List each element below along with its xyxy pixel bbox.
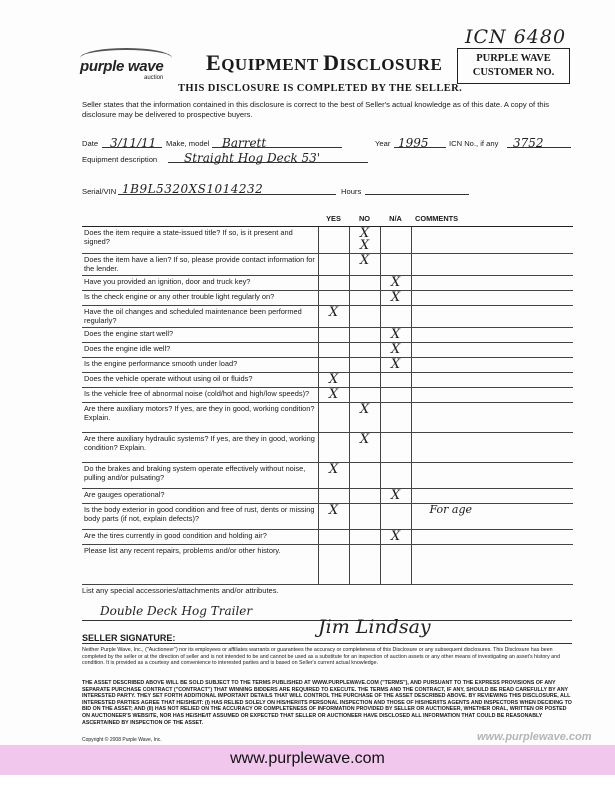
yes-mark — [318, 253, 349, 275]
icn-field — [507, 134, 571, 148]
yes-mark — [318, 327, 349, 342]
question-text: Is the engine performance smooth under load? — [82, 357, 318, 372]
no-mark — [349, 342, 380, 357]
make-value: Barrett — [222, 136, 267, 150]
question-text: Is the check engine or any other trouble light regularly on? — [82, 290, 318, 305]
na-mark: X — [380, 342, 411, 357]
year-label: Year — [375, 139, 391, 148]
na-mark: X — [380, 327, 411, 342]
yes-mark — [318, 357, 349, 372]
comment-text — [411, 327, 573, 342]
question-text: Does the item require a state-issued title? If so, is it present and signed? — [82, 226, 318, 253]
no-mark — [349, 357, 380, 372]
no-mark — [349, 544, 380, 584]
no-mark — [349, 290, 380, 305]
logo-subtext: auction — [144, 75, 164, 81]
comment-text — [411, 387, 573, 402]
no-mark — [349, 503, 380, 529]
na-mark — [380, 305, 411, 327]
no-mark — [349, 305, 380, 327]
comment-text: For age — [411, 503, 573, 529]
yes-mark — [318, 275, 349, 290]
date-field — [102, 134, 162, 148]
na-mark: X — [380, 529, 411, 544]
table-row — [82, 402, 573, 432]
title-rest-2: ISCLOSURE — [339, 55, 443, 74]
title-rest-1: QUIPMENT — [221, 55, 324, 74]
no-mark — [349, 275, 380, 290]
question-text: Have you provided an ignition, door and truck key? — [82, 275, 318, 290]
na-mark — [380, 372, 411, 387]
comment-text — [411, 357, 573, 372]
header-na: N/A — [380, 212, 411, 226]
header-comments: COMMENTS — [411, 212, 573, 226]
table-row — [82, 327, 573, 342]
yes-mark: X — [318, 387, 349, 402]
table-row — [82, 432, 573, 462]
na-mark — [380, 402, 411, 432]
yes-mark — [318, 226, 349, 253]
yes-mark: X — [318, 503, 349, 529]
comment-text — [411, 290, 573, 305]
na-mark: X — [380, 290, 411, 305]
table-row — [82, 387, 573, 402]
header-yes: YES — [318, 212, 349, 226]
comment-text — [411, 488, 573, 503]
table-row — [82, 253, 573, 275]
no-mark: X — [349, 432, 380, 462]
signature-line — [82, 643, 572, 644]
question-text: Please list any recent repairs, problems and/or other history. — [82, 544, 318, 584]
terms-text: THE ASSET DESCRIBED ABOVE WILL BE SOLD SUBJECT TO THE TERMS PUBLISHED AT WWW.PURPLEWAVE.COM ("TERMS"), AND PURSUANT TO THE EXPRESS PROVISIONS OF ANY SEPARATE PURCHASE CONTRACT ("CONTRACT") THAT WINNING BIDDERS ARE REQUIRED TO EXECUTE. THE TERMS AND THE CONTRACT, IF ANY, SHOULD BE READ CAREFULLY BY ANY INTERESTED PARTY. THEY SET FORTH ADDITIONAL IMPORTANT DETAILS THAT WILL CONTROL THE PURCHASE OF THE ASSET DESCRIBED ABOVE. BY REVIEWING THIS DISCLOSURE, ALL INTERESTED PARTIES AGREE THAT HE/SHE/IT: (I) HAS RELIED SOLELY ON HIS/HER/ITS PERSONAL INSPECTION AND THOSE OF HIS/HER/ITS AGENTS AND INSPECTORS WHEN DECIDING TO BID ON THE ASSET; AND (II) HAS NOT RELIED ON THE ACCURACY OR COMPLETENESS OF INFORMATION PROVIDED BY SELLER OR AUCTIONEER, WHETHER ORAL, WRITTEN OR POSTED ON AUCTIONEER'S WEBSITE, NOR HAS HE/SHE/IT ASSUMED OR EXPECTED THAT SELLER OR AUCTIONEER HAVE DISCLOSED ALL INFORMATION THAT COULD BE REASONABLY ASCERTAINED BY INSPECTION OF THE ASSET. — [82, 680, 572, 726]
comment-text — [411, 342, 573, 357]
table-row — [82, 503, 573, 529]
table-row — [82, 275, 573, 290]
watermark-text: www.purplewave.com — [477, 731, 592, 743]
desc-field — [168, 149, 368, 163]
disclosure-table — [82, 212, 573, 585]
table-row — [82, 226, 573, 253]
comment-text — [411, 402, 573, 432]
na-mark — [380, 226, 411, 253]
yes-mark — [318, 544, 349, 584]
desc-label: Equipment description — [82, 155, 158, 164]
no-mark — [349, 529, 380, 544]
comment-text — [411, 462, 573, 488]
icn-label: ICN No., if any — [449, 139, 499, 148]
date-value: 3/11/11 — [110, 136, 157, 150]
question-text: Are the tires currently in good condition and holding air? — [82, 529, 318, 544]
yes-mark — [318, 342, 349, 357]
yes-mark — [318, 529, 349, 544]
document-title — [206, 50, 442, 76]
table-row — [82, 305, 573, 327]
comment-text — [411, 253, 573, 275]
na-mark — [380, 503, 411, 529]
intro-text: Seller states that the information contained in this disclosure is correct to the best of Seller's actual knowledge as of this date. A copy of this disclosure may be delivered to prospective buyers. — [82, 100, 550, 119]
header-question — [82, 212, 318, 226]
table-row — [82, 462, 573, 488]
na-mark: X — [380, 488, 411, 503]
signature-label: SELLER SIGNATURE: — [82, 633, 176, 643]
footer-banner — [0, 745, 615, 787]
customer-box-line-2: CUSTOMER NO. — [472, 67, 555, 78]
no-mark — [349, 462, 380, 488]
year-field — [394, 134, 446, 148]
na-mark — [380, 387, 411, 402]
logo-wave-icon — [80, 48, 172, 68]
table-row — [82, 544, 573, 584]
date-label: Date — [82, 139, 99, 148]
na-mark: X — [380, 357, 411, 372]
question-text: Does the vehicle operate without using oil or fluids? — [82, 372, 318, 387]
comment-text — [411, 305, 573, 327]
question-text: Is the vehicle free of abnormal noise (cold/hot and high/low speeds)? — [82, 387, 318, 402]
handwritten-icn: ICN 6480 — [465, 26, 567, 48]
serial-field — [118, 180, 336, 195]
table-row — [82, 529, 573, 544]
serial-label: Serial/VIN — [82, 187, 117, 196]
question-text: Have the oil changes and scheduled maintenance been performed regularly? — [82, 305, 318, 327]
comment-text — [411, 529, 573, 544]
purple-wave-logo — [80, 58, 175, 81]
table-row — [82, 488, 573, 503]
table-row — [82, 372, 573, 387]
yes-mark — [318, 432, 349, 462]
hours-field — [365, 180, 469, 195]
question-text: Are there auxiliary motors? If yes, are they in good, working condition? Explain. — [82, 402, 318, 432]
no-mark — [349, 327, 380, 342]
yes-mark — [318, 488, 349, 503]
no-mark: X — [349, 402, 380, 432]
year-value: 1995 — [398, 136, 429, 150]
subtitle: THIS DISCLOSURE IS COMPLETED BY THE SELLER. — [178, 83, 463, 94]
hours-label: Hours — [341, 187, 362, 196]
comment-text — [411, 544, 573, 584]
no-mark: X — [349, 253, 380, 275]
accessories-value: Double Deck Hog Trailer — [100, 604, 253, 618]
table-header-row — [82, 212, 573, 226]
question-text: Does the engine start well? — [82, 327, 318, 342]
customer-box-line-1: PURPLE WAVE — [476, 53, 551, 64]
footer-strip — [0, 775, 615, 787]
signature-mark: Jim Lindsay — [318, 616, 431, 638]
na-mark — [380, 462, 411, 488]
make-label: Make, model — [166, 139, 210, 148]
footer-url[interactable]: www.purplewave.com — [230, 750, 385, 767]
disclaimer-text: Neither Purple Wave, Inc., ("Auctioneer") nor its employees or affiliates warrants or guarantees the accuracy or completeness of this Disclosure or any subsequent disclosures. This Disclosure has been completed by the seller or at the direction of seller and is not intended to be and cannot be used as a substitute for an inspection of auction assets or any other means of investigating an asset's history and condition. It is provided as a courtesy and convenience to interested parties and is based on Seller's current actual knowledge. — [82, 647, 561, 667]
make-field — [212, 134, 342, 148]
table-row — [82, 342, 573, 357]
yes-mark — [318, 402, 349, 432]
accessories-label: List any special accessories/attachments and/or attributes. — [82, 586, 279, 595]
question-text: Does the item have a lien? If so, please provide contact information for the lender. — [82, 253, 318, 275]
comment-text — [411, 275, 573, 290]
yes-mark: X — [318, 372, 349, 387]
question-text: Does the engine idle well? — [82, 342, 318, 357]
desc-value: Straight Hog Deck 53' — [184, 151, 321, 165]
yes-mark: X — [318, 305, 349, 327]
comment-text — [411, 432, 573, 462]
na-mark: X — [380, 275, 411, 290]
na-mark — [380, 253, 411, 275]
no-mark: X X — [349, 226, 380, 253]
no-mark — [349, 387, 380, 402]
comment-text — [411, 372, 573, 387]
table-row — [82, 357, 573, 372]
na-mark — [380, 432, 411, 462]
table-row — [82, 290, 573, 305]
yes-mark: X — [318, 462, 349, 488]
question-text: Do the brakes and braking system operate effectively without noise, pulling and/or pulsating? — [82, 462, 318, 488]
logo-text: purple wave — [80, 58, 164, 75]
comment-text — [411, 226, 573, 253]
question-text: Is the body exterior in good condition and free of rust, dents or missing body parts (if not, explain defects)? — [82, 503, 318, 529]
header-no: NO — [349, 212, 380, 226]
icn-value: 3752 — [513, 136, 544, 150]
na-mark — [380, 544, 411, 584]
title-initial-1: E — [206, 50, 222, 75]
yes-mark — [318, 290, 349, 305]
no-mark — [349, 488, 380, 503]
serial-value: 1B9L5320XS1014232 — [122, 182, 264, 196]
question-text: Are gauges operational? — [82, 488, 318, 503]
question-text: Are there auxiliary hydraulic systems? If yes, are they in good, working condition? Explain. — [82, 432, 318, 462]
copyright-text: Copyright © 2008 Purple Wave, Inc. — [82, 737, 162, 743]
no-mark — [349, 372, 380, 387]
title-initial-2: D — [323, 50, 340, 75]
customer-number-box — [457, 48, 570, 84]
